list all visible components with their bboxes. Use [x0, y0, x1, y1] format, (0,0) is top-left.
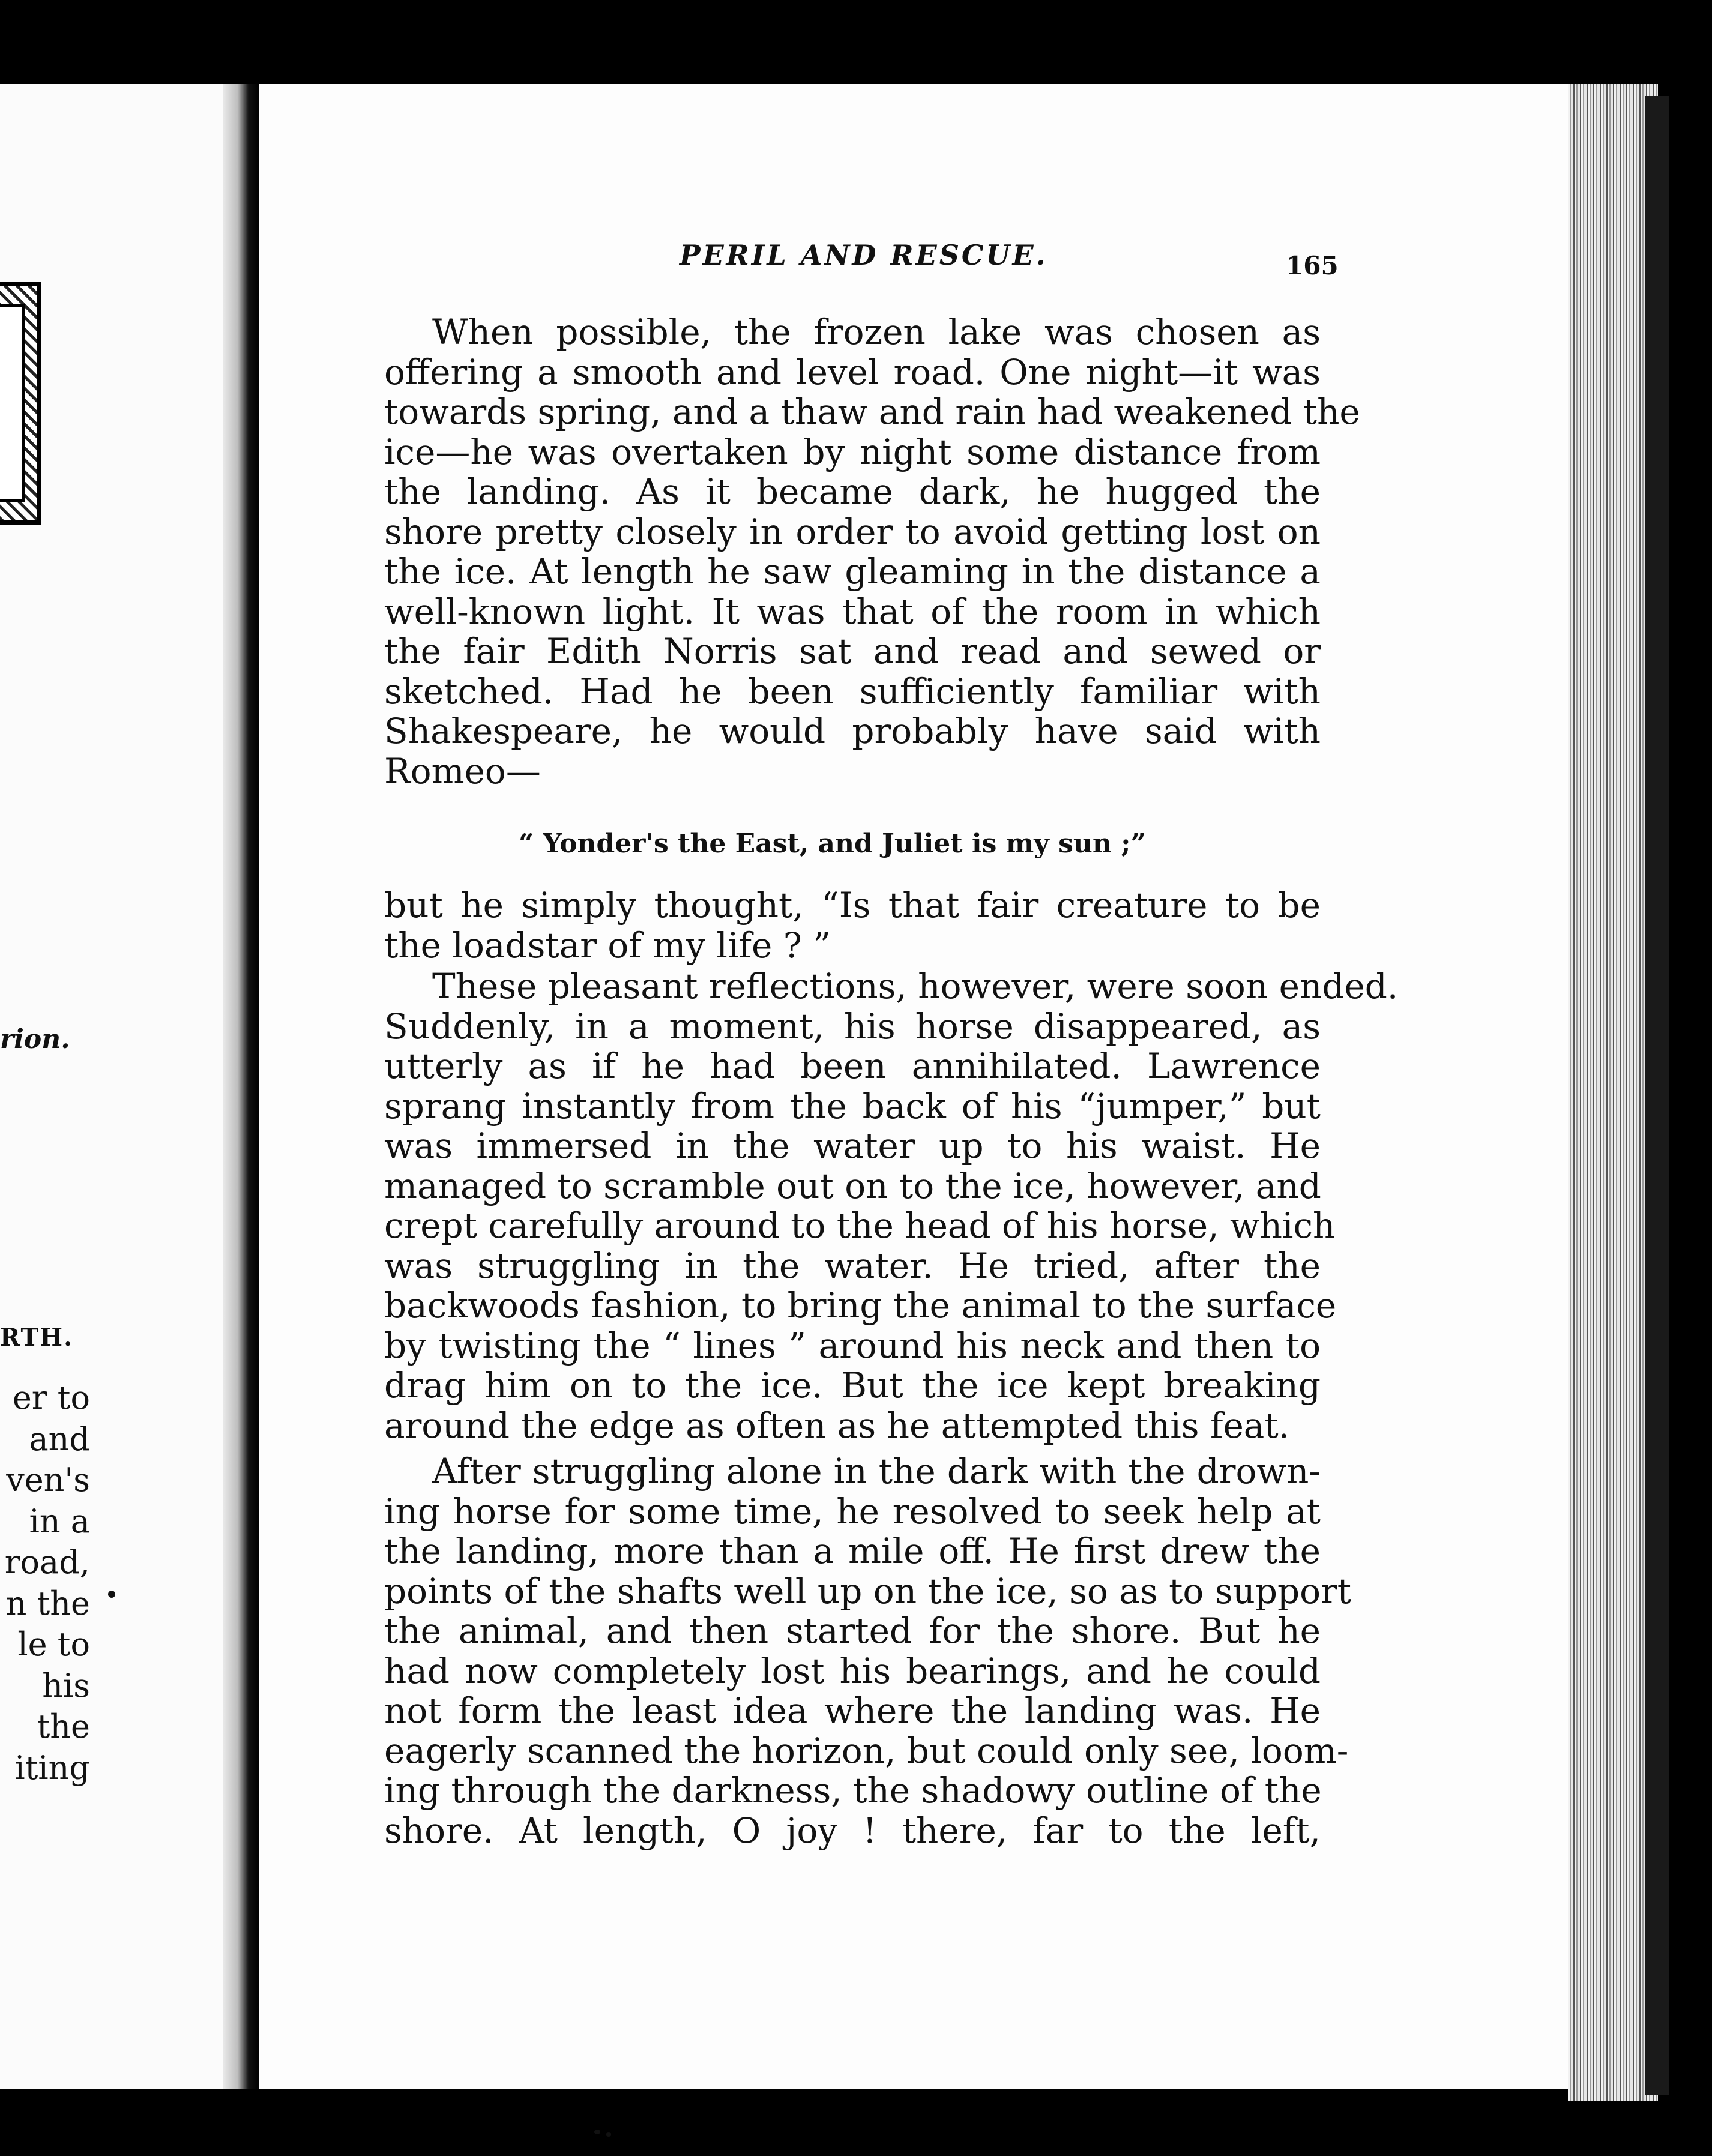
previous-page-italic-fragment: rion. — [0, 1024, 70, 1055]
previous-page-heading-fragment: RTH. — [0, 1323, 74, 1352]
text-line: the fair Edith Norris sat and read and sewed or — [384, 631, 1321, 672]
text-line: utterly as if he had been annihilated. Lawrence — [384, 1046, 1321, 1086]
text-line: sketched. Had he been sufficiently familiar with — [384, 670, 1321, 712]
previous-page-line: er to — [12, 1379, 90, 1417]
text-line: well-known light. It was that of the room in which — [384, 591, 1321, 632]
text-line: the loadstar of my life ? ” — [384, 924, 831, 966]
previous-page-line: and — [29, 1420, 90, 1458]
text-line: offering a smooth and level road. One night—it was — [384, 351, 1321, 393]
text-line: had now completely lost his bearings, and he could — [384, 1650, 1321, 1691]
scan-speck — [108, 1591, 115, 1598]
text-line: was immersed in the water up to his waist. He — [384, 1125, 1321, 1166]
text-line: Suddenly, in a moment, his horse disappeared, as — [384, 1005, 1321, 1047]
paragraph-3 — [384, 966, 1399, 1446]
text-line: ing horse for some time, he resolved to seek help at — [384, 1490, 1321, 1532]
paragraph-4 — [384, 1451, 1352, 1851]
ornament-inner-frame — [0, 304, 25, 502]
previous-page-line: in a — [29, 1502, 90, 1540]
previous-page-text-fragments — [0, 1378, 90, 1789]
book-gutter — [223, 84, 259, 2089]
previous-page-line: his — [42, 1666, 90, 1705]
text-line: crept carefully around to the head of his horse, which — [384, 1205, 1336, 1246]
text-line: eagerly scanned the horizon, but could only see, loom- — [384, 1730, 1349, 1771]
text-line: shore. At length, O joy ! there, far to the left, — [384, 1810, 1321, 1851]
previous-page-line: n the — [5, 1584, 90, 1622]
text-line: not form the least idea where the landing was. He — [384, 1690, 1321, 1731]
text-line: After struggling alone in the dark with the drown- — [432, 1451, 1321, 1492]
book-cover-edge — [1645, 96, 1669, 2095]
previous-page-line: iting — [14, 1748, 90, 1787]
text-line: was struggling in the water. He tried, after the — [384, 1245, 1321, 1286]
text-line: towards spring, and a thaw and rain had weakened the — [384, 391, 1360, 432]
text-line: points of the shafts well up on the ice, so as to support — [384, 1570, 1352, 1612]
text-line: backwoods fashion, to bring the animal to the surface — [384, 1285, 1337, 1326]
text-line: by twisting the “ lines ” around his neck and then to — [384, 1325, 1321, 1366]
paragraph-2 — [384, 885, 1321, 965]
previous-page-line: the — [37, 1708, 90, 1745]
previous-page-line: ven's — [6, 1461, 90, 1499]
text-line: but he simply thought, “Is that fair creature to be — [384, 885, 1321, 926]
scan-speck — [594, 2130, 600, 2134]
text-line: sprang instantly from the back of his “jumper,” but — [384, 1085, 1321, 1127]
text-line: the ice. At length he saw gleaming in the distance a — [384, 551, 1321, 592]
text-line: managed to scramble out on to the ice, however, and — [384, 1165, 1321, 1206]
previous-page-line: road, — [4, 1543, 90, 1581]
page-number: 165 — [1286, 251, 1339, 280]
text-line: the landing. As it became dark, he hugged the — [384, 471, 1321, 512]
scan-speck — [606, 2132, 611, 2137]
text-line: ice—he was overtaken by night some distance from — [384, 431, 1321, 472]
text-line: Romeo— — [384, 750, 541, 792]
text-line: ing through the darkness, the shadowy outline of the — [384, 1770, 1322, 1811]
shakespeare-quotation: “ Yonder's the East, and Juliet is my sun ;” — [519, 828, 1146, 859]
decorative-border-ornament — [0, 282, 41, 525]
running-head: PERIL AND RESCUE. — [680, 239, 1048, 271]
text-line: around the edge as often as he attempted this feat. — [384, 1405, 1290, 1446]
text-line: the animal, and then started for the shore. But he — [384, 1610, 1321, 1651]
paragraph-1 — [384, 312, 1360, 792]
text-line: the landing, more than a mile off. He first drew the — [384, 1531, 1321, 1571]
previous-page-line: le to — [17, 1625, 90, 1663]
text-line: drag him on to the ice. But the ice kept breaking — [384, 1365, 1321, 1406]
text-line: shore pretty closely in order to avoid getting lost on — [384, 511, 1321, 552]
text-line: Shakespeare, he would probably have said with — [384, 711, 1321, 751]
text-line: When possible, the frozen lake was chosen as — [432, 312, 1321, 352]
text-line: These pleasant reflections, however, were soon ended. — [432, 966, 1399, 1007]
